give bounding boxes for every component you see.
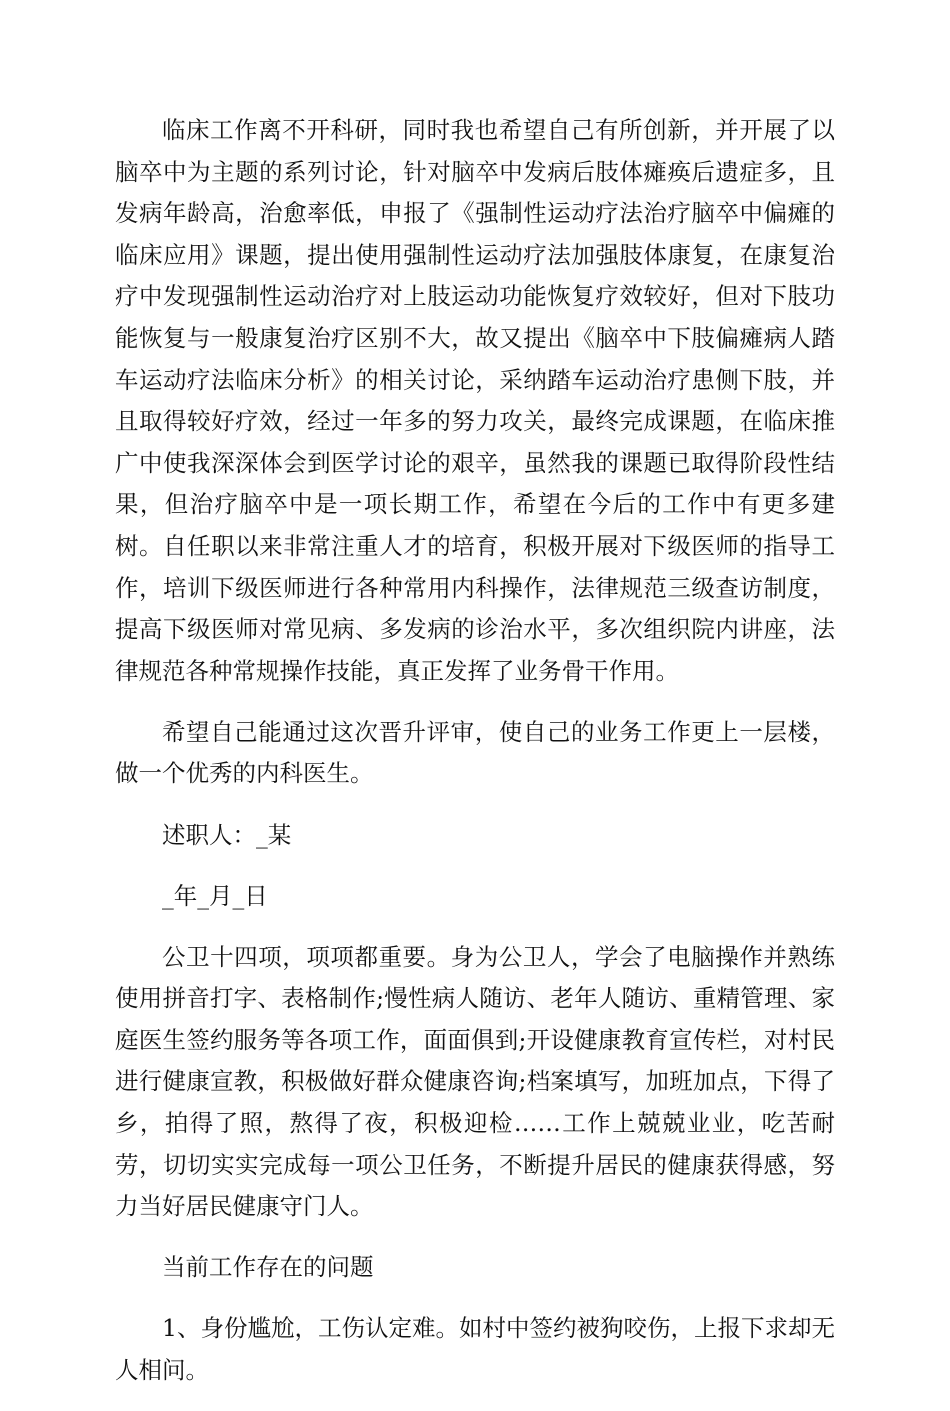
document-body — [115, 110, 835, 1411]
section-heading-problems: 当前工作存在的问题 — [162, 1253, 374, 1282]
paragraph-problem-1: 1、身份尴尬，工伤认定难。如村中签约被狗咬伤，上报下求却无人相问。 — [115, 1314, 835, 1385]
signature-line: 述职人：_某 — [162, 820, 292, 849]
paragraph-public-health: 公卫十四项，项项都重要。身为公卫人，学会了电脑操作并熟练使用拼音打字、表格制作;慢性病人随访、老年人随访、重精管理、家庭医生签约服务等各项工作，面面俱到;开设健康教育宣传栏，对村民进行健康宣教，积极做好群众健康咨询;档案填写，加班加点，下得了乡，拍得了照，熬得了夜，积极迎检……工作上兢兢业业，吃苦耐劳，切切实实完成每一项公卫任务，不断提升居民的健康获得感，努力当好居民健康守门人。 — [115, 942, 835, 1221]
paragraph-promotion-hope: 希望自己能通过这次晋升评审，使自己的业务工作更上一层楼，做一个优秀的内科医生。 — [115, 717, 835, 788]
paragraph-research: 临床工作离不开科研，同时我也希望自己有所创新，并开展了以脑卒中为主题的系列讨论，针对脑卒中发病后肢体瘫痪后遗症多，且发病年龄高，治愈率低，申报了《强制性运动疗法治疗脑卒中偏瘫的临床应用》课题，提出使用强制性运动疗法加强肢体康复，在康复治疗中发现强制性运动治疗对上肢运动功能恢复疗效较好，但对下肢功能恢复与一般康复治疗区别不大，故又提出《脑卒中下肢偏瘫病人踏车运动疗法临床分析》的相关讨论，采纳踏车运动治疗患侧下肢，并且取得较好疗效，经过一年多的努力攻关，最终完成课题，在临床推广中使我深深体会到医学讨论的艰辛，虽然我的课题已取得阶段性结果，但治疗脑卒中是一项长期工作，希望在今后的工作中有更多建树。自任职以来非常注重人才的培育，积极开展对下级医师的指导工作，培训下级医师进行各种常用内科操作，法律规范三级查访制度，提高下级医师对常见病、多发病的诊治水平，多次组织院内讲座，法律规范各种常规操作技能，真正发挥了业务骨干作用。 — [115, 116, 835, 685]
date-line: _年_月_日 — [162, 881, 268, 910]
